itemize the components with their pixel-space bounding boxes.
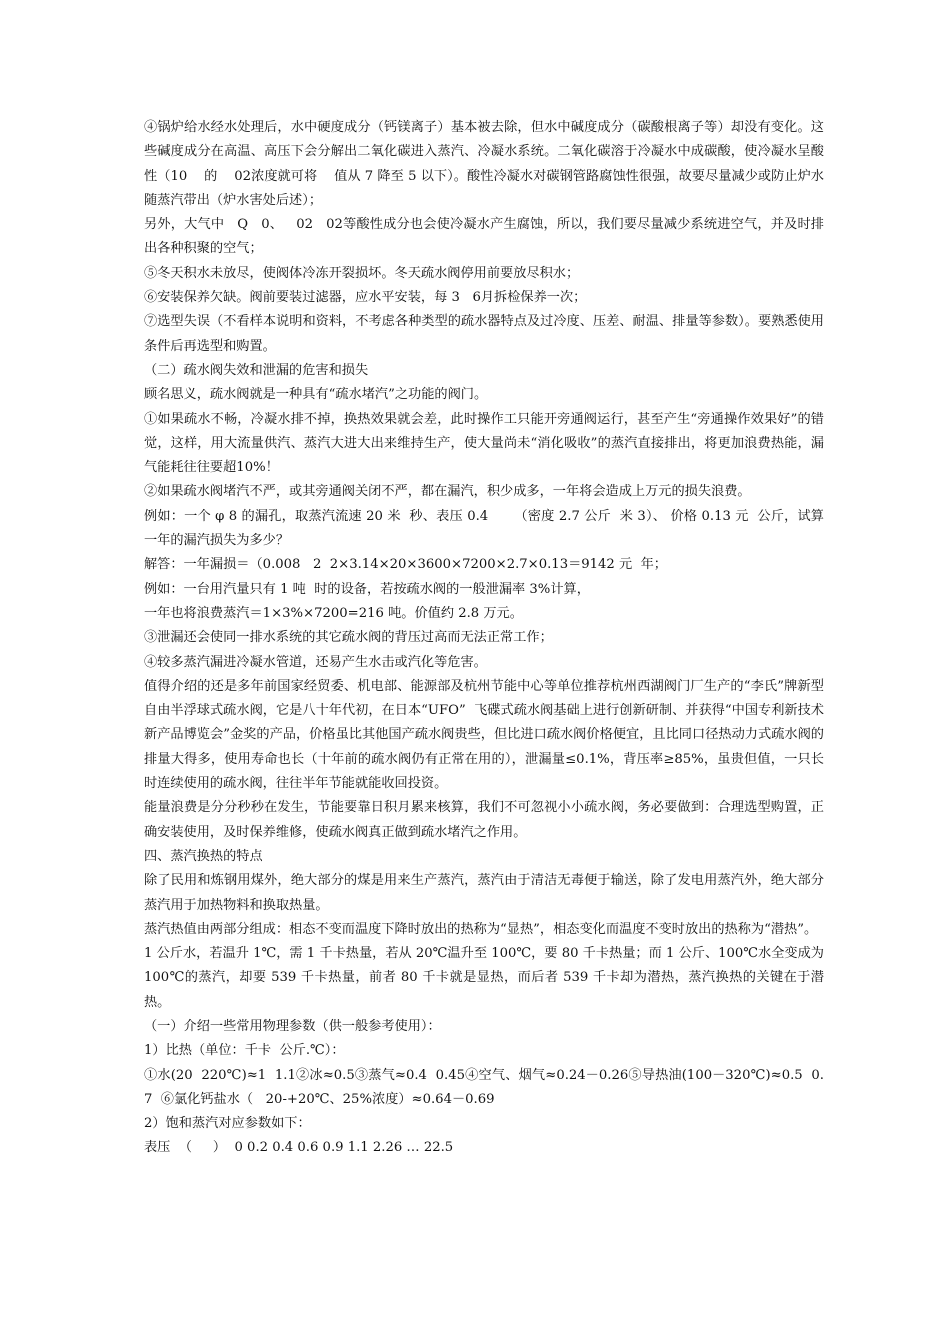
paragraph-steam-leak: ②如果疏水阀堵汽不严，或其旁通阀关闭不严，都在漏汽，积少成多，一年将会造成上万元的损失浪费。 — [144, 484, 751, 500]
paragraph-latent-heat-example: 1 公斤水，若温升 1℃，需 1 千卡热量，若从 20℃温升至 100℃，要 80 千卡热量；而 1 公斤、100℃水全变成为 100℃的蒸汽，却要 539 千卡热量，前者 80 千卡就是显热，而后者 539 千卡却为潜热，蒸汽换热的关键在于潜热。 — [144, 946, 829, 1010]
paragraph-answer-calculation: 解答：一年漏损＝（0.008 2 2×3.14×20×3600×7200×2.7×0.13＝9142 元 年； — [144, 557, 667, 573]
paragraph-recommended-valve: 值得介绍的还是多年前国家经贸委、机电部、能源部及杭州节能中心等单位推荐杭州西湖阀门厂生产的“李氏”牌新型自由半浮球式疏水阀，它是八十年代初，在日本“UFO” 飞碟式疏水阀基础上进行创新研制、并获得“中国专利新技术新产品博览会”金奖的产品，价格虽比其他国产疏水阀贵些，但比进口疏水阀价格便宜，且比同口径热动力式疏水阀的排量大得多，使用寿命也长（十年前的疏水阀仍有正常在用的），泄漏量≤0.1%，背压率≥85%，虽贵但值，一只长时连续使用的疏水阀，往往半年节能就能收回投资。 — [144, 678, 824, 792]
subsection-heading-physical-params: （一）介绍一些常用物理参数（供一般参考使用）： — [144, 1018, 441, 1034]
paragraph-energy-saving: 能量浪费是分分秒秒在发生，节能要靠日积月累来核算，我们不可忽视小小疏水阀，务必要做到：合理选型购置，正确安装使用，及时保养维修，使疏水阀真正做到疏水堵汽之作用。 — [144, 800, 824, 840]
list-heading-specific-heat: 1）比热（单位：千卡 公斤.℃）： — [144, 1043, 345, 1059]
paragraph-winter-freeze: ⑤冬天积水未放尽，使阀体冷冻开裂损坏。冬天疏水阀停用前要放尽积水； — [144, 265, 580, 281]
list-heading-saturated-steam: 2）饱和蒸汽对应参数如下： — [144, 1116, 311, 1132]
paragraph-example-equipment: 例如：一台用汽量只有 1 吨 时的设备，若按疏水阀的一般泄漏率 3%计算， — [144, 581, 590, 597]
paragraph-heat-components: 蒸汽热值由两部分组成：相态不变而温度下降时放出的热称为“显热”，相态变化而温度不变时放出的热称为“潜热”。 — [144, 921, 818, 937]
section-heading-steam-heat-exchange: 四、蒸汽换热的特点 — [144, 848, 263, 864]
section-heading-valve-failure: （二）疏水阀失效和泄漏的危害和损失 — [144, 362, 369, 378]
paragraph-water-hammer: ④较多蒸汽漏进冷凝水管道，还易产生水击或汽化等危害。 — [144, 654, 487, 670]
paragraph-steam-usage: 除了民用和炼钢用煤外，绝大部分的煤是用来生产蒸汽，蒸汽由于清洁无毒便于输送，除了发电用蒸汽外，绝大部分蒸汽用于加热物料和换取热量。 — [144, 873, 824, 913]
paragraph-valve-definition: 顾名思义，疏水阀就是一种具有“疏水堵汽”之功能的阀门。 — [144, 387, 488, 403]
paragraph-air-corrosion: 另外，大气中 Q 0、 02 02等酸性成分也会使冷凝水产生腐蚀，所以，我们要尽量减少系统进空气，并及时排出各种积聚的空气； — [144, 217, 824, 257]
document-body — [144, 116, 829, 1161]
paragraph-selection-error: ⑦选型失误（不看样本说明和资料，不考虑各种类型的疏水器特点及过冷度、压差、耐温、排量等参数）。要熟悉使用条件后再选型和购置。 — [144, 314, 824, 354]
paragraph-specific-heat-values: ①水(20 220℃)≈1 1.1②冰≈0.5③蒸气≈0.4 0.45④空气、烟气≈0.24－0.26⑤导热油(100－320℃)≈0.5 0.7 ⑥氯化钙盐水（ 20-+20℃、25%浓度）≈0.64－0.69 — [144, 1067, 824, 1107]
paragraph-alkalinity-co2: ④锅炉给水经水处理后，水中硬度成分（钙镁离子）基本被去除，但水中碱度成分（碳酸根离子等）却没有变化。这些碱度成分在高温、高压下会分解出二氧化碳进入蒸汽、冷凝水系统。二氧化碳溶于冷凝水中成碳酸，使冷凝水呈酸性（10 的 02浓度就可将 值从 7 降至 5 以下）。酸性冷凝水对碳钢管路腐蚀性很强，故要尽量减少或防止炉水随蒸汽带出（炉水害处后述）； — [144, 120, 824, 208]
paragraph-example-leak-hole: 例如：一个 φ 8 的漏孔，取蒸汽流速 20 米 秒、表压 0.4 （密度 2.7 公斤 米 3）、 价格 0.13 元 公斤，试算一年的漏汽损失为多少？ — [144, 508, 824, 549]
paragraph-poor-drainage: ①如果疏水不畅，冷凝水排不掉，换热效果就会差，此时操作工只能开旁通阀运行，甚至产生“旁通操作效果好”的错觉，这样，用大流量供汽、蒸汽大进大出来维持生产，使大量尚未“消化吸收”的蒸汽直接排出，将更加浪费热能，漏气能耗往往要超10%！ — [144, 411, 824, 476]
table-row-gauge-pressure: 表压 （ ） 0 0.2 0.4 0.6 0.9 1.1 2.26 … 22.5 — [144, 1140, 454, 1156]
paragraph-back-pressure: ③泄漏还会使同一排水系统的其它疏水阀的背压过高而无法正常工作； — [144, 630, 553, 646]
paragraph-installation-maintenance: ⑥安装保养欠缺。阀前要装过滤器，应水平安装，每 3 6月拆检保养一次； — [144, 290, 587, 306]
paragraph-annual-waste: 一年也将浪费蒸汽＝1×3%×7200=216 吨。价值约 2.8 万元。 — [144, 605, 523, 621]
